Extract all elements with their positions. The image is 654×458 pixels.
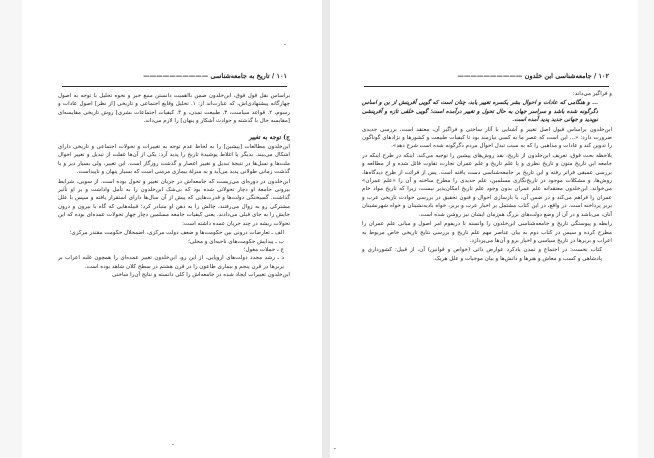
section-heading: ج) توجه به تغییر [248, 133, 290, 141]
right-page [330, 0, 638, 458]
paragraph: براساس نقل قول فوق، ابن‌خلدون ضمن بااهمیت دانستن منبع خبر و نحوه تحلیل با توجه به اصول چهارگانه پیشنهادی‌اش، که عبارت‌اند از: ۱. تحلیل وقایع اجتماعی و تاریخی [از نظر] اصول عادات و رسوم، ۲. قواعد سیاست، ۳. طبیعت تمدن، و ۴. کیفیات اجتماعات بشری] روش تاریخی مقایسه‌ای [مقایسه حال با گذشته و حوادث آشکار و پنهان] را لازم می‌داند. [58, 93, 290, 125]
paragraph: و فراگیر می‌داند: [572, 91, 612, 97]
left-page-header [62, 72, 287, 84]
top-page-mark: ـ [284, 40, 286, 47]
quote-block: ... و هنگامی که عادات و احوال بشر یکسره تغییر یابد، چنان است که گویی آفرینش از بن و اساس دگرگونه شده باشد و سراسر جهان به حال تحول و تغییر درآمده است؛ گویی خلقی تازه و آفرینشی نوپدید و جهانی جدید پدید آمده است. [362, 100, 598, 124]
paragraph: بلاحظه بحث فوق، تعریف ابن‌خلدون از تاریخ، نقد روش‌های پیشین را توجیه می‌کند. اینکه در طرح اینکه در جامعه این تاریخ متون و تاریخ نظری و یا علم تاریخ و علم عمران تجارت تفاوت قائل شده و از مطالعه و بررسی عمیقی فراتر رفته و این تاریخ بر جامعه‌شناسی دست یافته است. پس از قرائت از ظرح دیدگاه‌ها، روش‌ها، و مشکلات موجود در تاریخ‌نگاری مسلمین، علم جدیدی را مطرح ساخته و آن را «علم عمران» می‌خواند. ابن‌خلدون معتقدانه علم عمران بدون وجود علم تاریخ امکان‌پذیر نیست، زیرا که تاریخ مواد خام عمران را فراهم می‌کند و در ضمن آن، با بازسازی احوال و فنون تحقیق در بررسی حوادث تاریخی عرب و بربر پرداخته است. در واقع، در این کتاب مشتمل بر اخبار عرب و بربر، خواه بادیه‌نشینان و خواه شهرنشینان آنان، می‌باشد و در آن از وضع دولت‌های بزرگ هم‌زمان ایشان نیز روشن شده است. [362, 152, 612, 218]
list-item: د ـ رشد مجدد دولت‌های اروپایی. از این رو، ابن‌خلدون تغییر عمده‌ای را همچون غلبه اعراب بر بربرها در قرن پنجم و بیماری طاعون را در قرن هشتم در سطح کلان شاهد بوده است. [58, 255, 284, 270]
list-item: الف ـ تعارضات درونی بین حکومت‌ها و ضعف دولت مرکزی، اضمحلال حکومت مقتدر مرکزی؛ [69, 230, 284, 237]
bottom-page-mark: ـ [334, 444, 336, 451]
paragraph: ابن‌خلدون مطالعات [پیشین] را به لحاظ عدم توجه به تغییرات و تحولات اجتماعی و تاریخی دارای اشکال می‌بیند. بدیگر یا اغلاط پوشیدهٔ تاریخ را پدید آرد: یکی از آن‌ها غفلت از تبدیل و تغییر احوال ملت‌ها و نسل‌ها در نتیجهٔ تبدیل و تغییر اعصار و گذشت روزگار است. این تغییر، ولی بسیار دیر و با گذشت زمانی طولانی پدید می‌آید و به منزلهٔ بیماری مزمنی است که بسیار پنهان و ناپیداست. [58, 144, 290, 176]
header-title: ۱۰۲ / جامعه‌شناسی ابن خلدون —————————— [457, 72, 609, 80]
paragraph: ابن‌خلدون تغییرات ایجاد شده در جامعه‌اش را کلی دانسته و نتایج آن‌را ساختی [112, 272, 290, 279]
right-page-body [362, 90, 612, 263]
paragraph: رابطه و پیوستگی تاریخ و جامعه‌شناسی ابن‌خلدون را وانسته تا دریفوم امر اصول و مبانی علم عمران را مطرح کرده و سپس در کتاب دوم به بیان عناصر مهم علم تاریخ و بررسی نتایج تاریخی خاص مربوط به اعراب و بربرها در تاریخ سیاسی و اخبار برو و آن‌ها می‌پردازد. [362, 221, 612, 244]
header-rule [364, 86, 609, 87]
paragraph: ابن‌خلدون در دوره‌ای می‌زیست که جامعه‌اش در جریان تغییر و تحول بوده است. از سویی، شرایط بیرونی جامعهٔ او دچار تحولاتی شده بود که بی‌شک ابن‌خلدون را به تأمل واداشت و بر او تأثیر گذاشت. گسیختگی دولت‌ها و قدرت‌هایی که پیش از آن سال‌ها دارای استقرار یافته و سپس با علل مشترکی رو به زوال می‌رفتند، چالش را به ذهن او متبادر کرد؛ قبیله‌هایی که گاه با بیرون و درون جایش را به جای قبلی می‌دادند. یعنی کیفیات جامعه مسلمین دچار چهار تحولات عمده‌ای بوده که این تحولات ریشه در چند جریان عمده داشته است: [58, 178, 290, 227]
bottom-page-mark: ـ [172, 440, 174, 447]
header-rule [62, 86, 287, 87]
left-page [22, 0, 322, 458]
paragraph: کتاب نخست: در اجتماع و تمدن یادکرد عوارض ذاتی (خواص و قوانین) آن، از قبیل: کشورداری و پادشاهی و کسب و معاش و هنرها و دانش‌ها و بیان موجبات و علل هریک. [362, 247, 602, 262]
right-page-header [364, 72, 609, 84]
header-title: ۱۰۱ / تاریخ به جامعه‌شناسی —————————— [143, 72, 287, 80]
left-page-body [58, 92, 290, 281]
book-gutter [322, 0, 330, 458]
paragraph: ابن‌خلدون براساس قبول اصل تغییر و آشنایی با آثار ساختی و فراگیر آن، معتقد است، بررسی جدیدی ضرورت دارد: «... این است که عصر ما به کسی نیازمند بود تا کیفیات طبیعت و کشورها و نژادهای گوناگون را تدوین کند و عادات و مذاهبی را که به سبب تبدل احوال مردم دگرگونه شده است شرح دهد». [362, 126, 612, 150]
list-item: ب ـ پیدایش حکومت‌های ناحیه‌ای و محلی؛ [188, 238, 284, 245]
list-item: ج ـ حملات مغول؛ [243, 246, 284, 253]
